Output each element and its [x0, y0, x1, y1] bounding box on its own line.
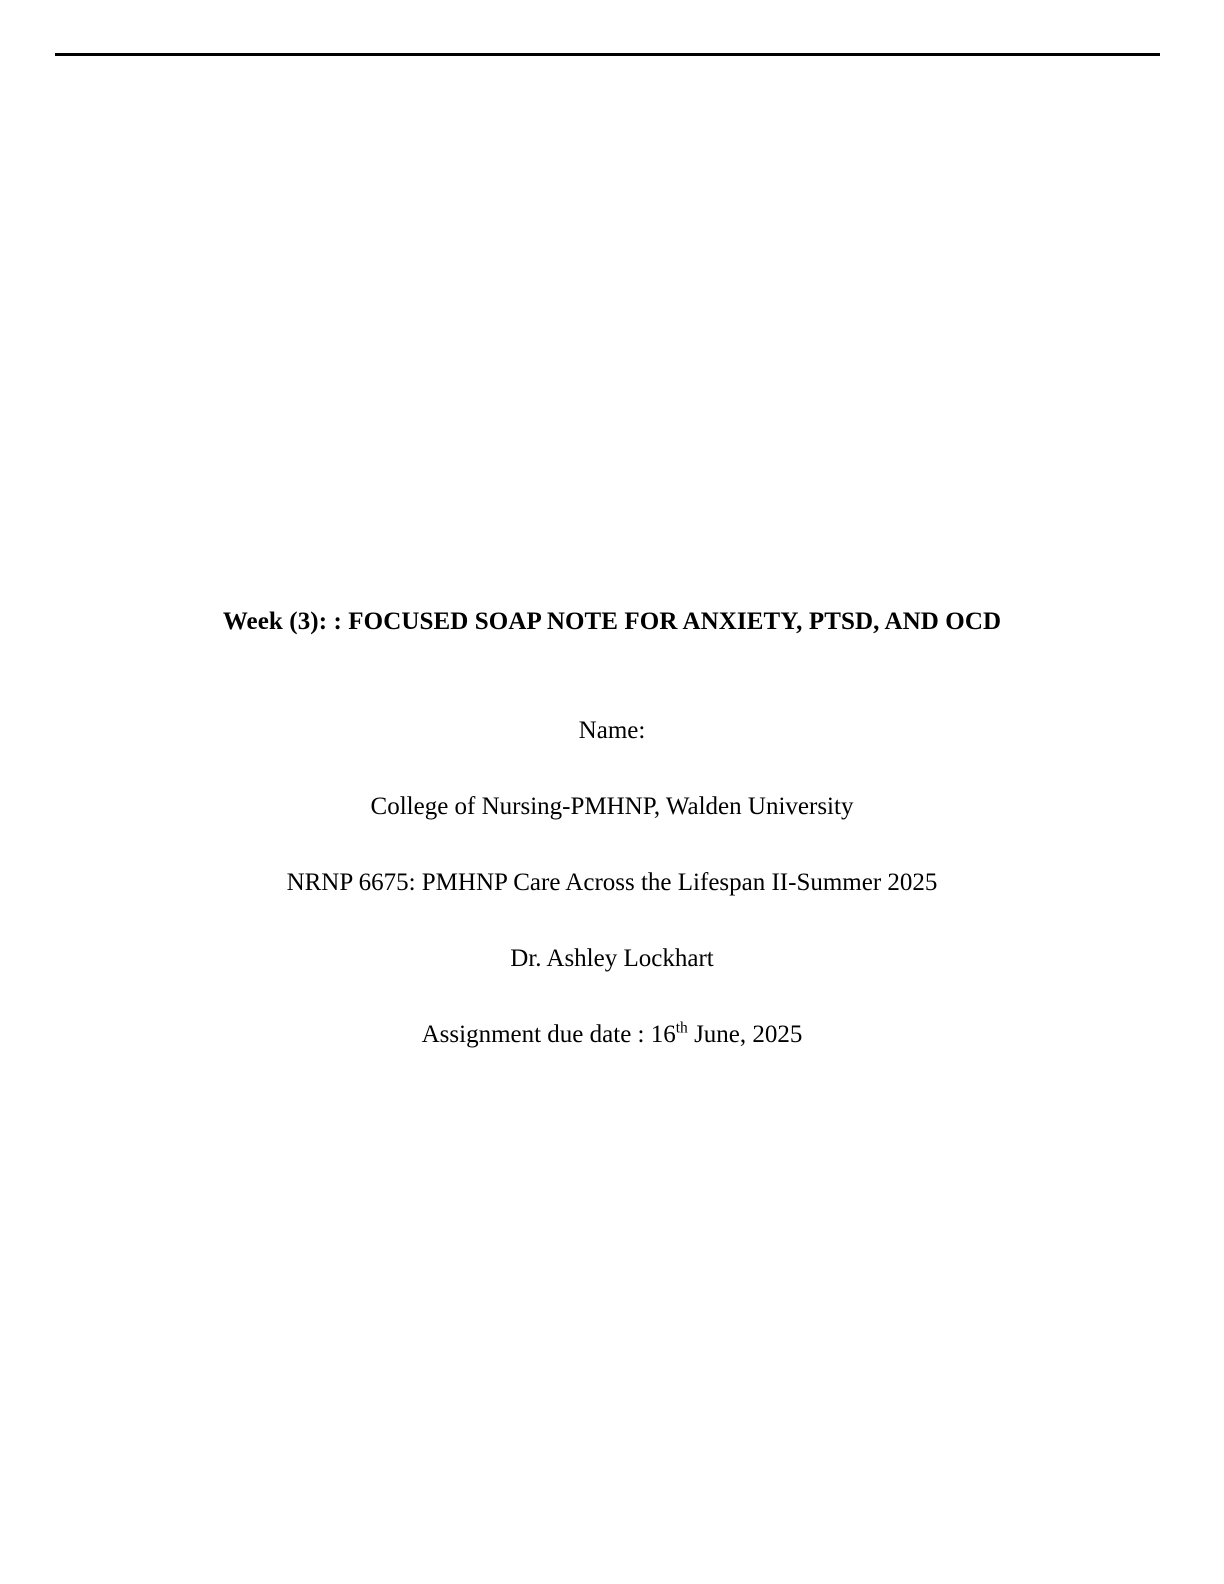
byline-block [0, 716, 1224, 1050]
author-name-line: Name: [578, 717, 646, 744]
institution-line: College of Nursing-PMHNP, Walden University [370, 793, 854, 820]
due-date-suffix: June, 2025 [687, 1021, 803, 1048]
title-block [0, 607, 1224, 637]
due-date-ordinal: th [675, 1019, 688, 1037]
due-date-prefix: Assignment due date : 16 [421, 1021, 676, 1048]
header-rule [55, 53, 1160, 56]
due-date-line [0, 1020, 1224, 1050]
instructor-line: Dr. Ashley Lockhart [510, 945, 714, 972]
page-title: Week (3): : FOCUSED SOAP NOTE FOR ANXIETY, PTSD, AND OCD [222, 608, 1002, 635]
course-line: NRNP 6675: PMHNP Care Across the Lifespan II-Summer 2025 [286, 869, 938, 896]
